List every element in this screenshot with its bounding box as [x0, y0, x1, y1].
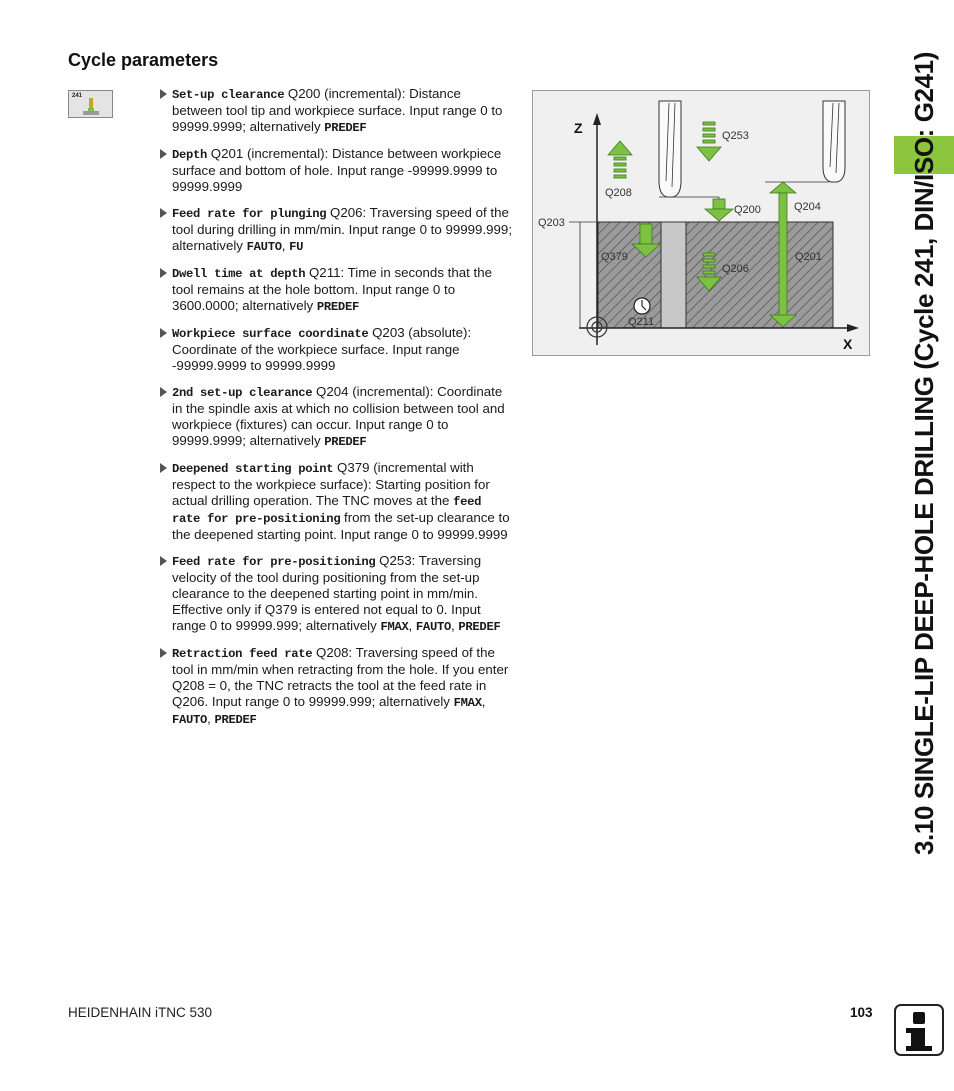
parameter-item [160, 645, 512, 728]
label-q379: Q379 [601, 251, 628, 263]
parameter-name: Workpiece surface coordinate [172, 327, 369, 341]
label-q253: Q253 [722, 130, 749, 142]
dwell-clock-icon [634, 298, 650, 314]
x-axis-label: X [843, 336, 853, 352]
bullet-triangle-icon [160, 268, 167, 278]
workpiece-right [686, 222, 833, 328]
parameter-description: Q208: Traversing speed of the tool in mm/min when retracting from the hole. If you enter Q208 = 0, the TNC retracts the tool at the feed rate in Q206. Input range 0 to 99999.999; alternatively [172, 645, 509, 709]
label-q208: Q208 [605, 187, 632, 199]
parameter-item [160, 265, 512, 315]
parameter-name: Retraction feed rate [172, 647, 313, 661]
parameter-description: Q206: Traversing speed of the tool during drilling in mm/min. Input range 0 to 99999.999; alternatively [172, 205, 513, 253]
parameter-item [160, 384, 512, 450]
z-axis-arrow [593, 113, 601, 125]
footer-product: HEIDENHAIN iTNC 530 [68, 1005, 213, 1020]
bullet-triangle-icon [160, 463, 167, 473]
parameter-code: PREDEF [324, 121, 367, 135]
drill-tool-right [823, 101, 845, 182]
parameter-name: Feed rate for plunging [172, 207, 327, 221]
parameter-item [160, 460, 512, 543]
parameter-name: 2nd set-up clearance [172, 386, 313, 400]
q253-arrow [697, 122, 721, 161]
parameter-code: FAUTO [246, 240, 282, 254]
parameter-list [160, 86, 512, 738]
parameter-name: Depth [172, 148, 208, 162]
info-icon [894, 1004, 944, 1056]
parameter-description: Q253: Traversing velocity of the tool during positioning from the set-up clearance to the deepened starting point in mm/min. Effective only if Q379 is entered not equal to 0. Input range 0 to 99999.999; alternatively [172, 553, 482, 633]
parameter-item [160, 553, 512, 635]
label-q204: Q204 [794, 201, 821, 213]
parameter-item [160, 325, 512, 374]
parameter-description: , [451, 618, 459, 633]
parameter-description: Q203 (absolute): Coordinate of the workpiece surface. Input range -99999.9999 to 99999.9999 [172, 325, 472, 373]
bullet-triangle-icon [160, 328, 167, 338]
parameter-code: FMAX [380, 620, 409, 634]
parameter-code: FAUTO [172, 713, 208, 727]
parameter-description: , [207, 711, 215, 726]
label-q201: Q201 [795, 251, 822, 263]
cycle-241-softkey-icon [68, 90, 113, 118]
parameter-item [160, 146, 512, 195]
parameter-name: Set-up clearance [172, 88, 285, 102]
parameter-code: FAUTO [415, 620, 451, 634]
bullet-triangle-icon [160, 89, 167, 99]
bullet-triangle-icon [160, 648, 167, 658]
parameter-description: , [408, 618, 416, 633]
parameter-item [160, 86, 512, 136]
parameter-description: Q204 (incremental): Coordinate in the spindle axis at which no collision between tool and workpiece (fixtures) can occur. Input range 0 to 99999.9999; alternatively [172, 384, 505, 448]
label-q211: Q211 [628, 316, 655, 328]
q200-arrow [705, 199, 733, 221]
parameter-description: , [281, 238, 290, 253]
parameter-name: Deepened starting point [172, 462, 334, 476]
label-q206: Q206 [722, 263, 749, 275]
drill-symbol-icon [69, 91, 114, 119]
parameter-description: Q379 (incremental with respect to the workpiece surface): Starting position for actual drilling operation. The TNC moves at the [172, 460, 490, 508]
parameter-code: PREDEF [458, 620, 501, 634]
parameter-description: Q200 (incremental): Distance between tool tip and workpiece surface. Input range 0 to 99999.9999; alternatively [172, 86, 503, 134]
parameter-code: FU [289, 240, 304, 254]
parameter-code: PREDEF [324, 435, 367, 449]
parameter-item [160, 205, 512, 255]
parameter-description: , [481, 694, 486, 709]
parameter-code: PREDEF [316, 300, 359, 314]
section-heading: Cycle parameters [68, 50, 219, 70]
parameter-name: Dwell time at depth [172, 267, 306, 281]
label-q203: Q203 [538, 217, 565, 229]
parameter-code: PREDEF [214, 713, 257, 727]
z-axis-label: Z [574, 120, 583, 136]
parameter-description: Q201 (incremental): Distance between workpiece surface and bottom of hole. Input range -99999.9999 to 99999.9999 [172, 146, 502, 194]
softkey-number: 241 [72, 93, 83, 99]
label-q200: Q200 [734, 204, 761, 216]
page-number: 103 [850, 1005, 873, 1020]
bullet-triangle-icon [160, 556, 167, 566]
drill-tool-left [659, 101, 681, 197]
q208-arrow [608, 141, 632, 178]
bullet-triangle-icon [160, 387, 167, 397]
parameter-code: FMAX [453, 696, 482, 710]
bullet-triangle-icon [160, 149, 167, 159]
vertical-section-title: 3.10 SINGLE-LIP DEEP-HOLE DRILLING (Cycle 241, DIN/ISO: G241) [909, 52, 939, 855]
parameter-description: Q211: Time in seconds that the tool remains at the hole bottom. Input range 0 to 3600.0000; alternatively [172, 265, 493, 313]
parameter-code: feed rate for pre-positioning [172, 495, 482, 526]
drill-hole [661, 222, 686, 328]
bullet-triangle-icon [160, 208, 167, 218]
parameter-description: from the set-up clearance to the deepened starting point. Input range 0 to 99999.9999 [172, 510, 510, 542]
parameter-name: Feed rate for pre-positioning [172, 555, 376, 569]
cycle-diagram [532, 90, 870, 356]
x-axis-arrow [847, 324, 859, 332]
